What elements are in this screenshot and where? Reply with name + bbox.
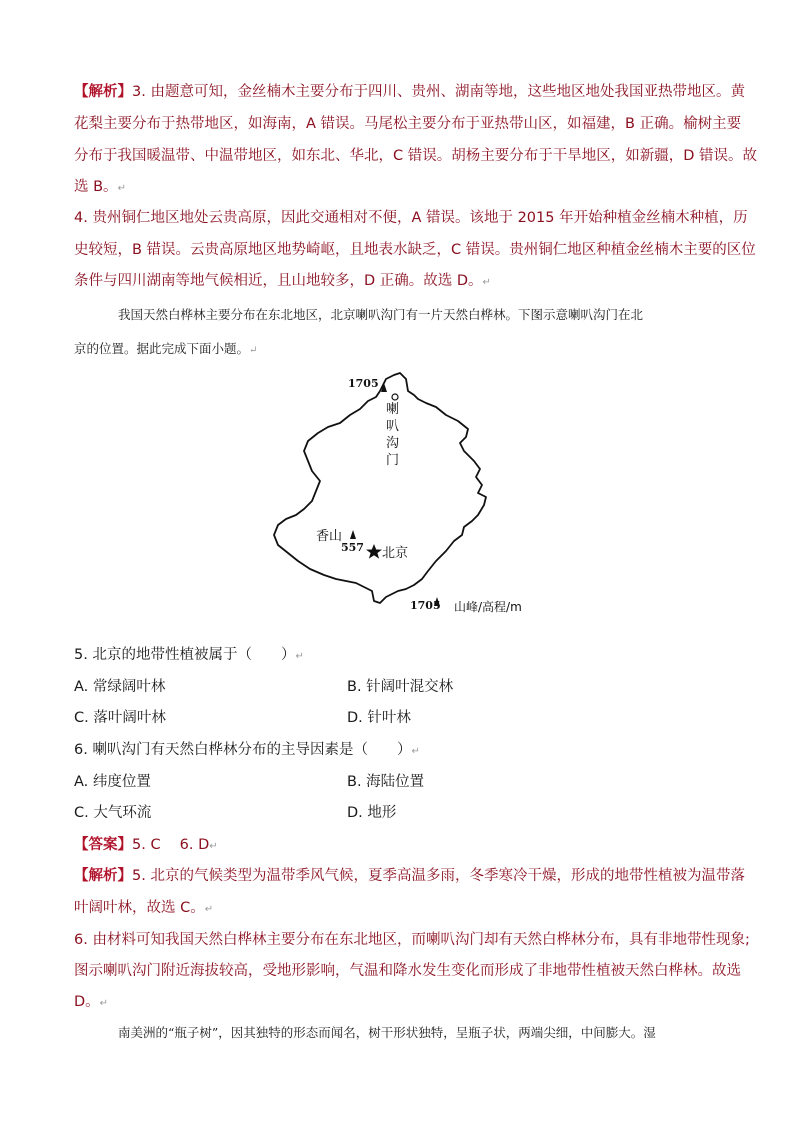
peak-elevation-top: 1705 [348,377,379,390]
analysis-tag: 【解析】 [74,84,132,100]
question-6-option-c: C. 大气环流 [74,805,152,821]
material-intro-line-2: 京的位置。据此完成下面小题。↵ [74,341,258,356]
labagoumen-label: 喇叭沟门 [386,402,400,468]
beijing-star-marker [366,544,382,559]
question-6-stem: 6. 喇叭沟门有天然白桦林分布的主导因素是（ ）↵ [74,742,420,758]
question-5-option-b: B. 针阔叶混交林 [347,679,454,695]
labagoumen-marker [392,394,398,400]
analysis-q6-line-1: 6. 由材料可知我国天然白桦林主要分布在东北地区，而喇叭沟门却有天然白桦林分布，具有非地带性现象; [74,932,750,948]
answer-tag: 【答案】 [74,837,132,853]
question-5-option-a: A. 常绿阔叶林 [74,679,166,695]
analysis-q3-line-4: 选 B。↵ [74,179,126,195]
beijing-label: 北京 [382,546,409,561]
question-5-option-d: D. 针叶林 [347,710,411,726]
question-5-option-c: C. 落叶阔叶林 [74,710,166,726]
analysis-q3-line-1: 【解析】3. 由题意可知，金丝楠木主要分布于四川、贵州、湖南等地，这些地区地处我国亚热带地区。黄 [74,84,745,100]
analysis-q5-line-1: 【解析】5. 北京的气候类型为温带季风气候，夏季高温多雨，冬季寒冷干燥，形成的地带性植被为温带落 [74,868,745,884]
answer-line: 【答案】5. C 6. D↵ [74,837,218,853]
beijing-boundary [274,373,486,603]
question-6-option-a: A. 纬度位置 [74,774,151,790]
beijing-map-figure [268,365,538,615]
beijing-outline-map [268,365,538,615]
analysis-q4-line-1: 4. 贵州铜仁地区地处云贵高原，因此交通相对不便，A 错误。该地于 2015 年开始种植金丝楠木种植，历 [74,210,748,226]
question-5-stem: 5. 北京的地带性植被属于（ ）↵ [74,647,304,663]
analysis-q4-line-3: 条件与四川湖南等地气候相近，且山地较多，D 正确。故选 D。↵ [74,273,491,289]
xiangshan-elevation: 557 [341,541,364,554]
analysis-q3-line-2: 花梨主要分布于热带地区，如海南，A 错误。马尾松主要分布于亚热带山区，如福建，B 正确。榆树主要 [74,116,742,132]
next-material-intro: 南美洲的“瓶子树”，因其独特的形态而闻名，树干形状独特，呈瓶子状，两端尖细，中间膨大。湿 [118,1025,656,1040]
analysis-q5-line-2: 叶阔叶林，故选 C。↵ [74,900,214,916]
analysis-q6-line-2: 图示喇叭沟门附近海拔较高，受地形影响，气温和降水发生变化而形成了非地带性植被天然白桦林。故选 [74,963,741,979]
xiangshan-label: 香山 [316,529,343,544]
legend-elevation: 1705 [410,599,441,612]
legend-text: 山峰/高程/m [454,600,522,614]
analysis-q6-line-3: D。↵ [74,994,109,1010]
material-intro-line-1: 我国天然白桦林主要分布在东北地区，北京喇叭沟门有一片天然白桦林。下图示意喇叭沟门在北 [118,307,644,322]
analysis-q4-line-2: 史较短，B 错误。云贵高原地区地势崎岖，且地表水缺乏，C 错误。贵州铜仁地区种植金丝楠木主要的区位 [74,242,756,258]
analysis-tag-2: 【解析】 [74,868,132,884]
question-6-option-d: D. 地形 [347,805,397,821]
xiangshan-peak-marker [350,530,356,539]
question-6-option-b: B. 海陆位置 [347,774,425,790]
analysis-q3-line-3: 分布于我国暖温带、中温带地区，如东北、华北，C 错误。胡杨主要分布于干旱地区，如新疆，D 错误。故 [74,148,758,164]
